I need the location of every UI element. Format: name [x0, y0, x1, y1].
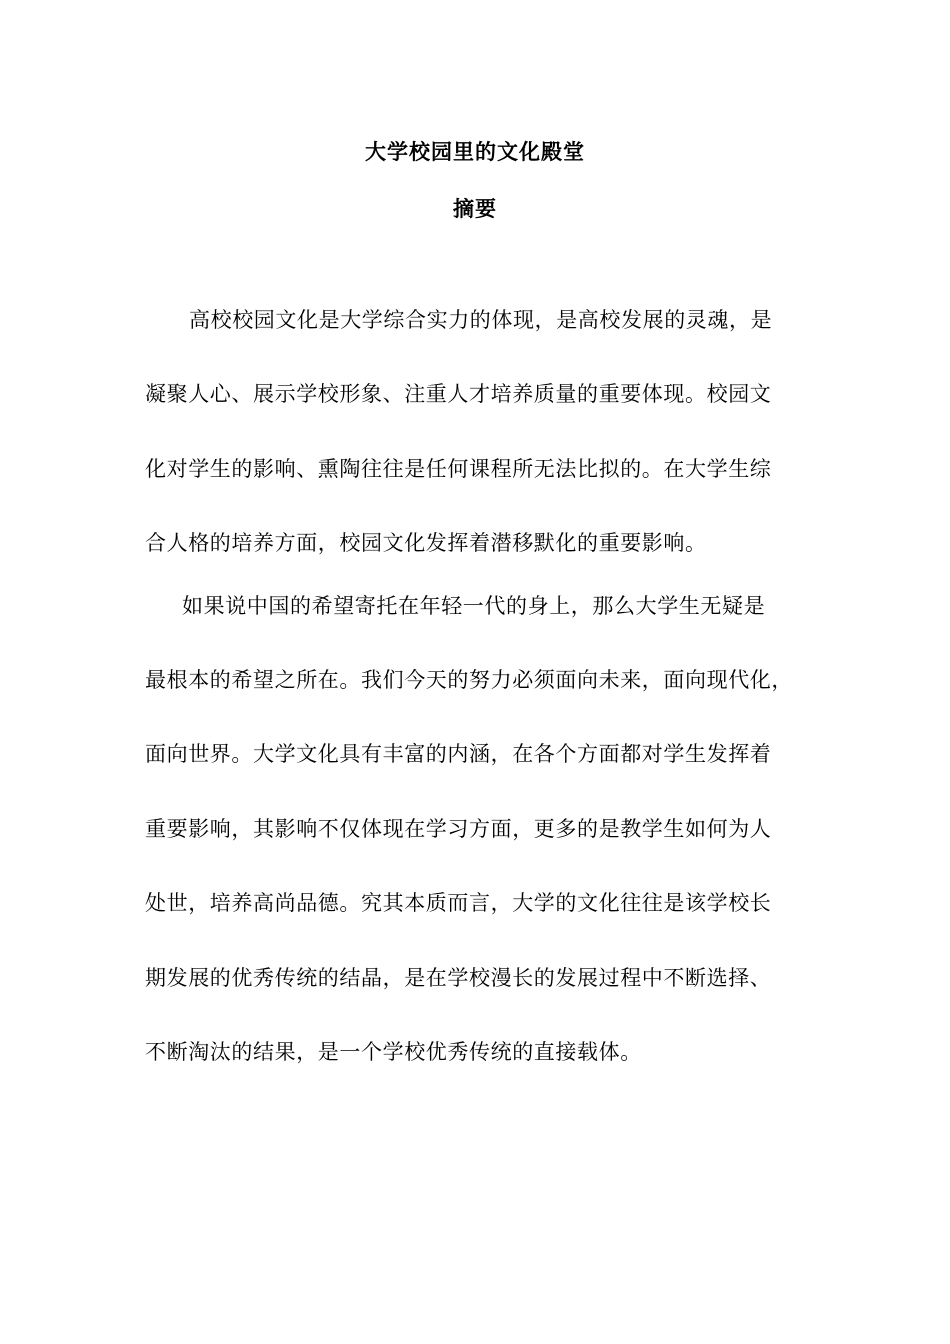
paragraph-line: 高校校园文化是大学综合实力的体现，是高校发展的灵魂，是	[189, 308, 773, 332]
paragraph-line: 合人格的培养方面，校园文化发挥着潜移默化的重要影响。	[145, 531, 707, 555]
paragraph-line: 凝聚人心、展示学校形象、注重人才培养质量的重要体现。校园文	[145, 382, 772, 406]
abstract-heading: 摘要	[453, 197, 497, 221]
paragraph-line: 重要影响，其影响不仅体现在学习方面，更多的是教学生如何为人	[145, 817, 772, 841]
paragraph-line: 面向世界。大学文化具有丰富的内涵，在各个方面都对学生发挥着	[145, 742, 772, 766]
document-title: 大学校园里的文化殿堂	[365, 140, 585, 164]
paragraph-line: 化对学生的影响、熏陶往往是任何课程所无法比拟的。在大学生综	[145, 457, 772, 481]
paragraph-line: 不断淘汰的结果，是一个学校优秀传统的直接载体。	[145, 1040, 642, 1064]
paragraph-line: 最根本的希望之所在。我们今天的努力必须面向未来，面向现代化，	[145, 668, 793, 692]
paragraph-line: 处世，培养高尚品德。究其本质而言，大学的文化往往是该学校长	[145, 891, 772, 915]
paragraph-line: 如果说中国的希望寄托在年轻一代的身上，那么大学生无疑是	[182, 594, 766, 618]
paragraph-line: 期发展的优秀传统的结晶，是在学校漫长的发展过程中不断选择、	[145, 966, 772, 990]
